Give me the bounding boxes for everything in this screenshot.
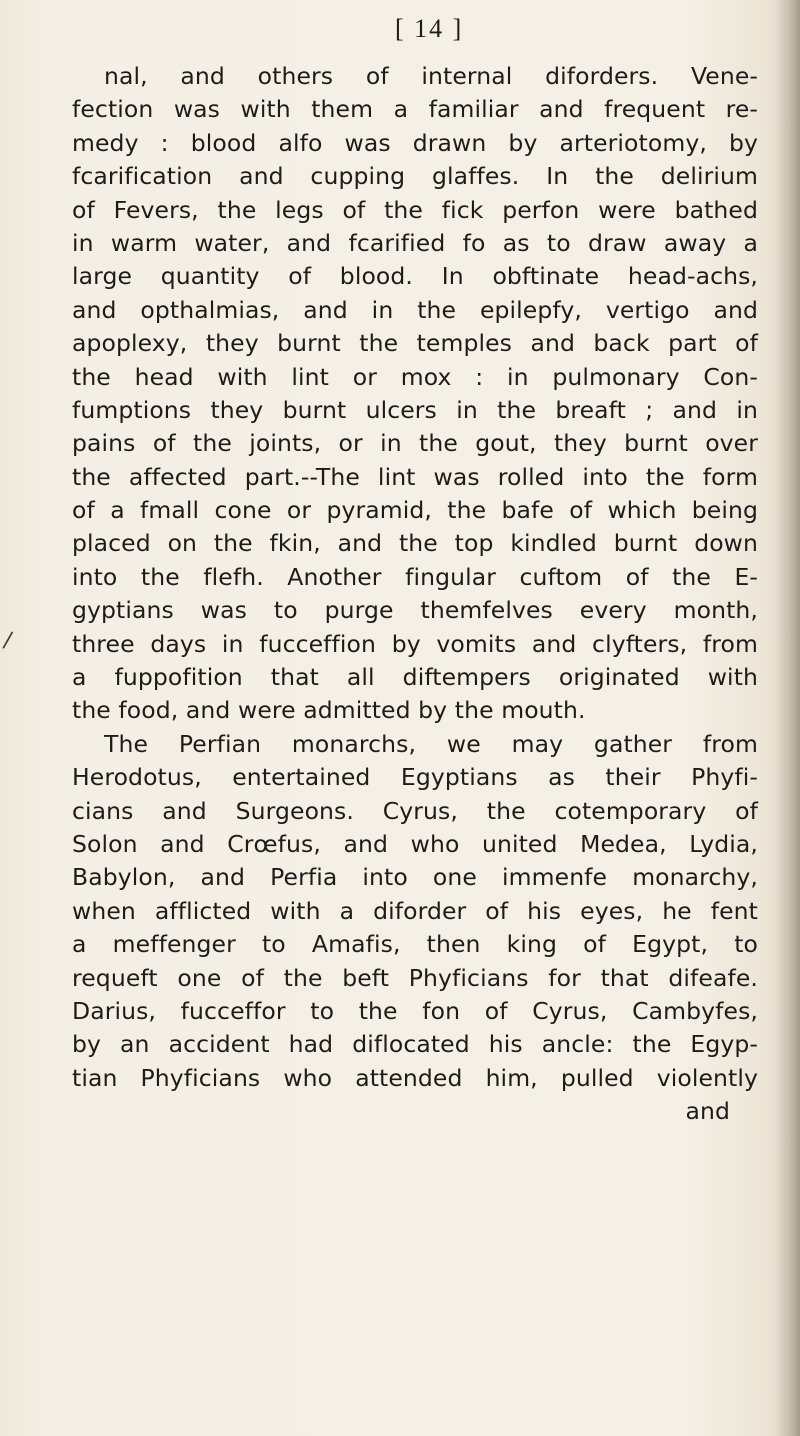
text-line: a fuppofition that all diftempers originated with [72, 663, 758, 692]
text-line: a meffenger to Amafis, then king of Egypt, to [72, 930, 758, 959]
text-line: of Fevers, the legs of the fick perfon were bathed [72, 195, 758, 224]
text-line: fcarification and cupping glaffes. In the delirium [72, 162, 758, 191]
text-line: by an accident had diflocated his ancle: the Egyp- [72, 1030, 758, 1059]
text-line: gyptians was to purge themfelves every month, [72, 596, 758, 625]
text-line: Darius, fucceffor to the fon of Cyrus, Cambyfes, [72, 996, 758, 1025]
body-text [72, 60, 758, 1129]
text-line: Solon and Crœfus, and who united Medea, Lydia, [72, 829, 758, 858]
text-line: The Perfian monarchs, we may gather from [104, 729, 758, 758]
margin-mark: / [1, 627, 14, 654]
text-line: of a fmall cone or pyramid, the bafe of which being [72, 496, 758, 525]
text-line: fection was with them a familiar and frequent re- [72, 95, 758, 124]
text-line: fumptions they burnt ulcers in the breaft ; and in [72, 395, 758, 424]
text-line: three days in fucceffion by vomits and clyfters, from [72, 629, 758, 658]
text-line: placed on the fkin, and the top kindled burnt down [72, 529, 758, 558]
page-number: [ 14 ] [395, 14, 464, 43]
text-line: nal, and others of internal diforders. Vene- [104, 62, 758, 90]
text-line: and [685, 1097, 730, 1126]
text-line: and opthalmias, and in the epilepfy, vertigo and [72, 295, 758, 324]
text-line: cians and Surgeons. Cyrus, the cotemporary of [72, 796, 758, 825]
text-line: in warm water, and fcarified fo as to draw away a [72, 228, 758, 257]
text-line: the affected part.--The lint was rolled into the form [72, 462, 758, 491]
text-line: the head with lint or mox : in pulmonary Con- [72, 362, 758, 391]
page-edge-shadow [774, 0, 800, 1436]
text-line: Babylon, and Perfia into one immenfe monarchy, [72, 863, 758, 892]
text-line: apoplexy, they burnt the temples and back part of [72, 329, 758, 358]
text-line: the food, and were admitted by the mouth. [72, 696, 586, 725]
text-line: pains of the joints, or in the gout, they burnt over [72, 429, 758, 458]
text-line: tian Phyficians who attended him, pulled violently [72, 1063, 758, 1092]
text-line: requeft one of the beft Phyficians for that difeafe. [72, 963, 758, 992]
text-line: when afflicted with a diforder of his eyes, he fent [72, 896, 758, 925]
text-line: large quantity of blood. In obftinate head-achs, [72, 262, 758, 291]
text-line: Herodotus, entertained Egyptians as their Phyfi- [72, 763, 758, 792]
text-line: into the flefh. Another fingular cuftom of the E- [72, 562, 758, 591]
text-line: medy : blood alfo was drawn by arteriotomy, by [72, 128, 758, 157]
